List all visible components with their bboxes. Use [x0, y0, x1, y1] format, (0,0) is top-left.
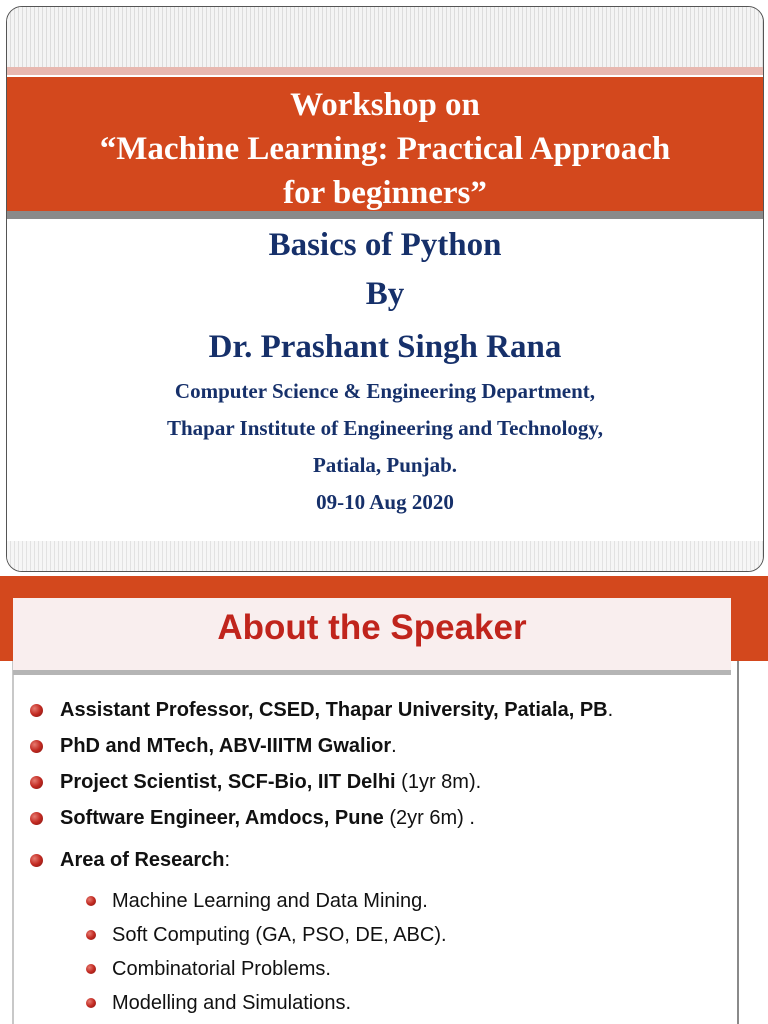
- bullet-icon: [30, 704, 43, 717]
- list-item: [30, 692, 613, 728]
- location: Patiala, Punjab.: [312, 453, 458, 477]
- research-area-item: [86, 884, 447, 918]
- point-extra: .: [607, 699, 614, 721]
- title-slide-content: [7, 219, 763, 521]
- session-subtitle: Basics of Python: [268, 227, 502, 263]
- decorative-stripes-bottom: [7, 541, 763, 571]
- point-extra: .: [391, 735, 397, 757]
- right-border-line: [737, 661, 739, 1024]
- bullet-icon: [86, 964, 96, 974]
- research-area-item: [86, 952, 447, 986]
- research-area-item: [86, 986, 447, 1020]
- speaker-name: Dr. Prashant Singh Rana: [208, 329, 562, 365]
- research-area-item: [86, 918, 447, 952]
- research-area-text: Soft Computing (GA, PSO, DE, ABC).: [112, 924, 447, 946]
- point-main: Software Engineer, Amdocs, Pune: [60, 807, 384, 829]
- bullet-icon: [86, 896, 96, 906]
- point-main: PhD and MTech, ABV-IIITM Gwalior: [60, 735, 392, 757]
- point-extra: :: [224, 849, 231, 871]
- department-name: Computer Science & Engineering Department,: [174, 379, 596, 403]
- title-slide: [6, 6, 764, 572]
- research-area-text: Combinatorial Problems.: [112, 958, 331, 980]
- accent-bar: [7, 67, 763, 75]
- list-item: [30, 764, 613, 800]
- point-main: Assistant Professor, CSED, Thapar University, Patiala, PB: [60, 699, 608, 721]
- divider-bar: [7, 211, 763, 219]
- research-area-text: Modelling and Simulations.: [112, 992, 352, 1014]
- section-title-box: [13, 598, 731, 675]
- list-item: [30, 842, 613, 878]
- point-main: Area of Research: [60, 849, 225, 871]
- decorative-stripes-top: [7, 7, 763, 67]
- workshop-date: 09-10 Aug 2020: [316, 490, 454, 514]
- research-areas-list: [86, 884, 447, 1020]
- point-extra: (2yr 6m) .: [383, 807, 475, 829]
- point-main: Project Scientist, SCF-Bio, IIT Delhi: [60, 771, 396, 793]
- bullet-icon: [30, 740, 43, 753]
- institute-name: Thapar Institute of Engineering and Technology,: [166, 416, 604, 440]
- by-label: By: [365, 276, 405, 312]
- research-area-text: Machine Learning and Data Mining.: [112, 890, 428, 912]
- list-item: [30, 728, 613, 764]
- bullet-icon: [30, 812, 43, 825]
- speaker-points-list: [30, 692, 613, 878]
- bullet-icon: [30, 776, 43, 789]
- left-border-line: [12, 661, 14, 1024]
- workshop-title-line-2: “Machine Learning: Practical Approach: [99, 131, 671, 167]
- workshop-title-line-1: Workshop on: [290, 87, 480, 123]
- list-item: [30, 800, 613, 836]
- bullet-icon: [86, 930, 96, 940]
- workshop-title-line-3: for beginners”: [283, 175, 487, 211]
- point-extra: (1yr 8m).: [395, 771, 482, 793]
- section-title: About the Speaker: [217, 608, 527, 647]
- bullet-icon: [30, 854, 43, 867]
- workshop-title-banner: [7, 77, 763, 211]
- about-speaker-slide: [0, 576, 768, 1024]
- bullet-icon: [86, 998, 96, 1008]
